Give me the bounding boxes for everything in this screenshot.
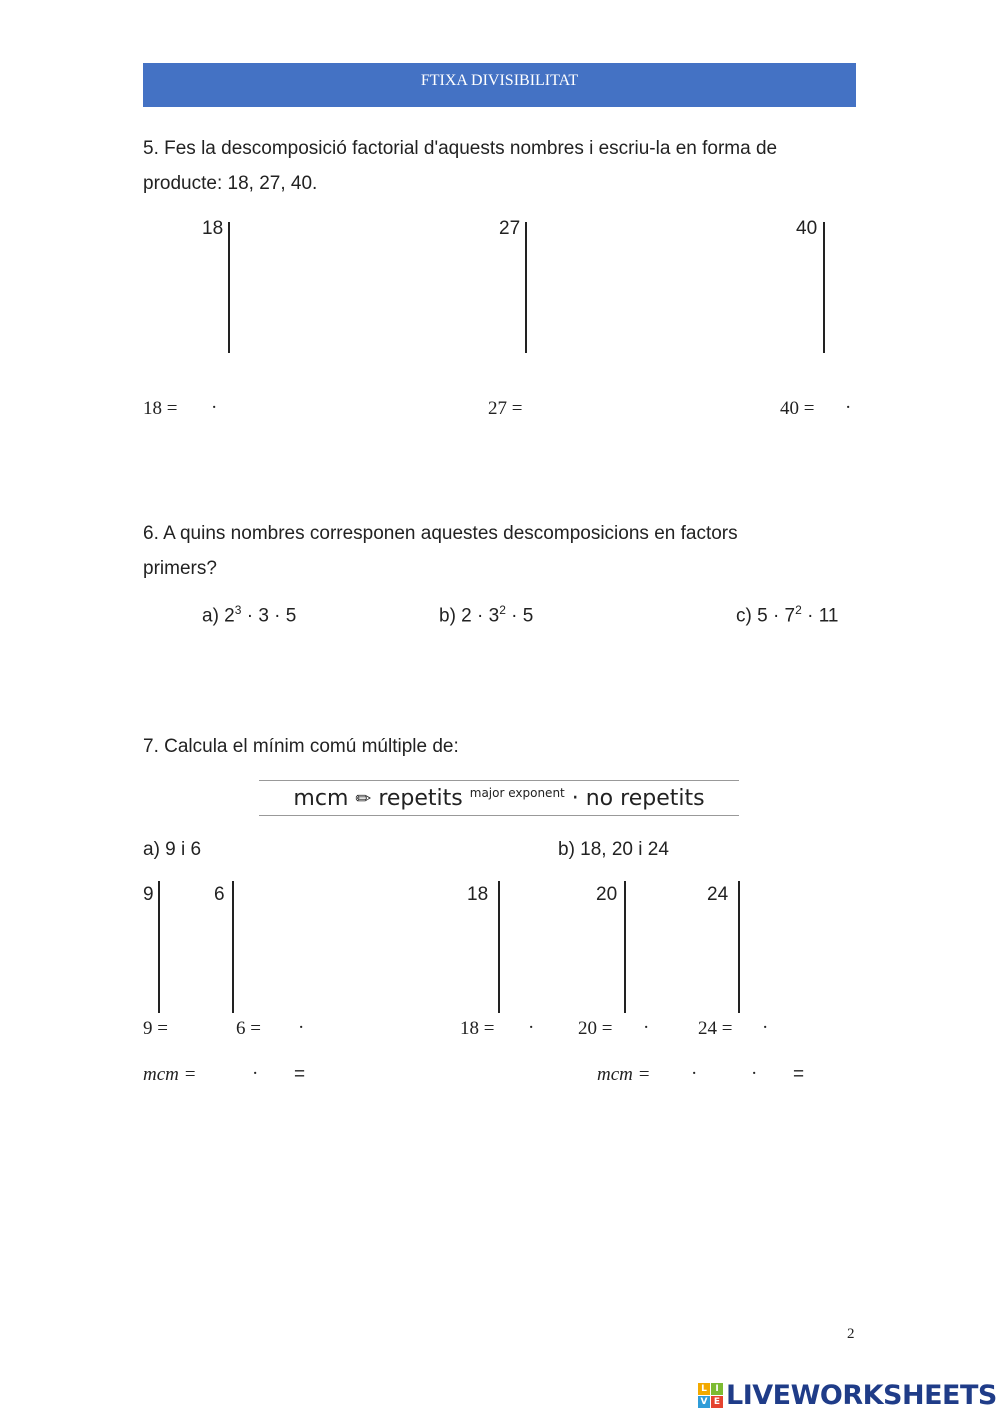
- q6-text-line1: 6. A quins nombres corresponen aquestes descomposicions en factors: [143, 523, 738, 544]
- q6-b-exponent: 2: [499, 603, 506, 617]
- q5-number-27: 27: [499, 218, 521, 239]
- q5-number-40: 40: [796, 218, 818, 239]
- worksheet-title: FTIXA DIVISIBILITAT: [420, 72, 579, 89]
- q7-b-mcm-dot-1: ·: [691, 1063, 698, 1084]
- q7-result-18: 18 =: [460, 1018, 495, 1039]
- q5-dot-40: ·: [845, 397, 852, 418]
- q7-result-20: 20 =: [578, 1018, 613, 1039]
- logo-mark-icon: [698, 1383, 723, 1408]
- q7-division-line-24: [738, 881, 740, 1013]
- q7-result-6: 6 =: [236, 1018, 261, 1039]
- q7-a-label: a) 9 i 6: [143, 839, 202, 860]
- q7-b-mcm-dot-2: ·: [751, 1063, 758, 1084]
- q5-result-18: 18 =: [143, 398, 178, 419]
- formula-top-rule: [259, 780, 739, 781]
- logo-tile-e: E: [711, 1396, 723, 1408]
- q6-c-exponent: 2: [795, 603, 802, 617]
- mcm-formula: mcm ✏ repetits $^{major exponent}$ · no repetits: [293, 785, 705, 811]
- pencil-icon: ✏: [355, 787, 372, 810]
- q7-a-mcm-dot: ·: [252, 1063, 259, 1084]
- q7-number-9: 9: [143, 884, 154, 905]
- q7-number-6: 6: [214, 884, 225, 905]
- q7-division-line-6: [232, 881, 234, 1013]
- q5-number-18: 18: [202, 218, 224, 239]
- q5-text-line2: producte: 18, 27, 40.: [143, 173, 318, 194]
- q6-text-line2: primers?: [143, 558, 217, 579]
- q5-division-line-18: [228, 222, 230, 353]
- q7-dot-24: ·: [762, 1017, 769, 1038]
- formula-bottom-rule: [259, 815, 739, 816]
- q5-text-line1: 5. Fes la descomposició factorial d'aquests nombres i escriu-la en forma de: [143, 138, 778, 159]
- q7-number-18: 18: [467, 884, 489, 905]
- q7-a-mcm-label: mcm =: [143, 1064, 197, 1085]
- liveworksheets-logo: [698, 1380, 997, 1411]
- logo-tile-i: I: [711, 1383, 723, 1395]
- q6-a-exponent: 3: [234, 603, 242, 617]
- formula-exponent: major exponent: [469, 785, 565, 800]
- brand-name: LIVEWORKSHEETS: [726, 1380, 997, 1411]
- q6-item-b: b) $2 \cdot 3^2 \cdot 5$: [439, 603, 534, 627]
- q7-a-mcm-equals: =: [294, 1064, 306, 1085]
- page-number: 2: [847, 1326, 855, 1342]
- q7-b-mcm-equals: =: [793, 1064, 805, 1085]
- q7-text: 7. Calcula el mínim comú múltiple de:: [143, 736, 459, 757]
- q5-division-line-27: [525, 222, 527, 353]
- q6-item-c: c) $5 \cdot 7^2 \cdot 11$: [736, 603, 839, 627]
- q5-result-27: 27 =: [488, 398, 523, 419]
- worksheet-header: [143, 63, 856, 107]
- q7-result-24: 24 =: [698, 1018, 733, 1039]
- q7-dot-6: ·: [298, 1017, 305, 1038]
- q7-number-20: 20: [596, 884, 618, 905]
- q5-result-40: 40 =: [780, 398, 815, 419]
- q7-division-line-20: [624, 881, 626, 1013]
- q7-division-line-9: [158, 881, 160, 1013]
- q5-division-line-40: [823, 222, 825, 353]
- q6-item-a: a) $2^3 \cdot 3 \cdot 5$: [202, 603, 297, 627]
- q7-b-label: b) 18, 20 i 24: [558, 839, 669, 860]
- q7-dot-20: ·: [643, 1017, 650, 1038]
- q5-dot-18: ·: [211, 397, 218, 418]
- q7-dot-18: ·: [528, 1017, 535, 1038]
- q7-result-9: 9 =: [143, 1018, 168, 1039]
- q7-b-mcm-label: mcm =: [597, 1064, 651, 1085]
- logo-tile-l: L: [698, 1383, 710, 1395]
- q7-division-line-18: [498, 881, 500, 1013]
- q7-number-24: 24: [707, 884, 729, 905]
- logo-tile-v: V: [698, 1396, 710, 1408]
